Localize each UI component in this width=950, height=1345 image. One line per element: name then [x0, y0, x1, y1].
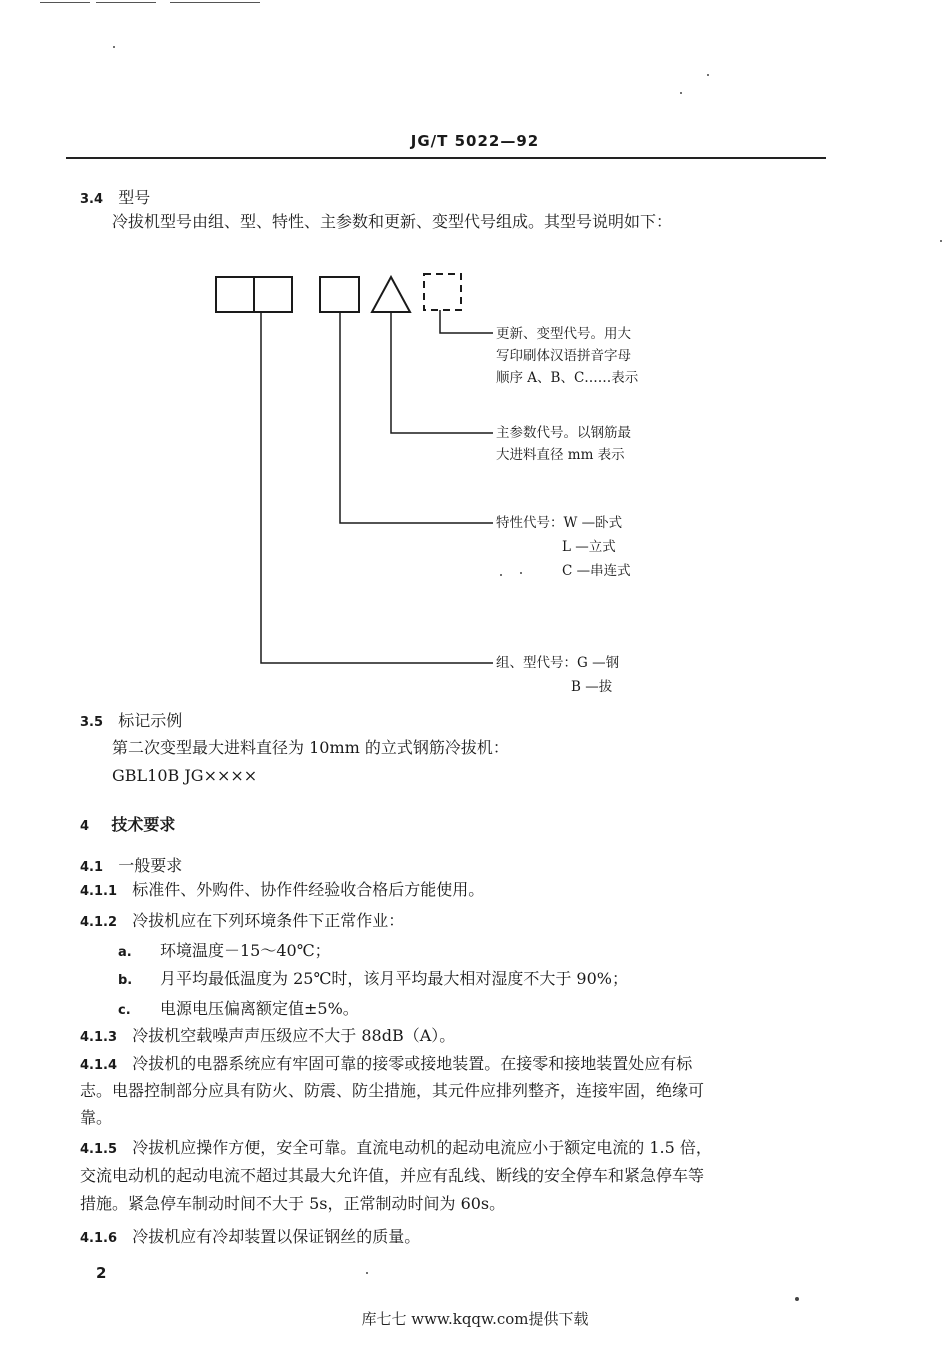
list-item-text: 电源电压偏离额定值±5%。: [160, 999, 359, 1018]
section-number: 3.5: [80, 715, 104, 730]
clause-4-1-6: [80, 1227, 420, 1249]
list-item: [118, 941, 132, 963]
clause-number: 4.1.5: [80, 1142, 118, 1157]
list-item-text: 月平均最低温度为 25℃时，该月平均最大相对湿度不大于 90%；: [160, 969, 628, 988]
clause-4-1-3: [80, 1026, 455, 1048]
section-number: 4.1: [80, 860, 104, 875]
feature-box: [320, 277, 359, 312]
section-3-5-heading: [80, 711, 182, 733]
clause-text: 标准件、外购件、协作件经验收合格后方能使用。: [132, 880, 485, 899]
section-3-4-intro: 冷拔机型号由组、型、特性、主参数和更新、变型代号组成。其型号说明如下：: [112, 212, 673, 231]
clause-text: 冷拔机应有冷却装置以保证钢丝的质量。: [132, 1227, 421, 1246]
list-label: b.: [118, 973, 133, 988]
list-label: c.: [118, 1003, 131, 1018]
list-item: [118, 999, 131, 1021]
clause-4-1-5-line-3: 措施。紧急停车制动时间不大于 5s，正常制动时间为 60s。: [80, 1194, 506, 1213]
update-code-label-2: 写印刷体汉语拼音字母: [496, 348, 631, 364]
section-4-heading: [80, 815, 175, 837]
section-title: 一般要求: [118, 856, 183, 875]
group-code-label-1: 组、型代号：G —钢: [496, 655, 620, 671]
param-code-label-2: 大进料直径 mm 表示: [496, 447, 625, 463]
section-title: 技术要求: [111, 815, 176, 834]
clause-number: 4.1.6: [80, 1231, 118, 1246]
clause-text: 冷拔机应操作方便，安全可靠。直流电动机的起动电流应小于额定电流的 1.5 倍，: [132, 1138, 712, 1157]
clause-number: 4.1.2: [80, 915, 118, 930]
section-4-1-heading: [80, 856, 182, 878]
clause-4-1-5-line-2: 交流电动机的起动电流不超过其最大允许值，并应有乱线、断线的安全停车和紧急停车等: [80, 1166, 705, 1185]
group-leader: [261, 312, 493, 663]
list-item: [118, 969, 132, 991]
param-triangle: [372, 277, 410, 312]
update-code-label-1: 更新、变型代号。用大: [496, 326, 631, 342]
marking-example-line-2: GBL10B JG××××: [112, 766, 258, 785]
marking-example-line-1: 第二次变型最大进料直径为 10mm 的立式钢筋冷拔机：: [112, 738, 509, 757]
feature-code-label-2: L —立式: [562, 539, 616, 555]
section-title: 型号: [118, 188, 151, 207]
clause-number: 4.1.1: [80, 884, 118, 899]
download-footer: 库七七 www.kqqw.com提供下载: [361, 1310, 589, 1328]
list-item-text: 环境温度－15～40℃；: [160, 941, 331, 960]
clause-4-1-4: [80, 1054, 692, 1076]
update-dashed-box: [424, 274, 461, 310]
list-label: a.: [118, 945, 132, 960]
section-number: 3.4: [80, 192, 104, 207]
update-leader: [440, 310, 493, 333]
clause-4-1-1: [80, 880, 484, 902]
clause-4-1-5: [80, 1138, 712, 1160]
param-leader: [391, 312, 493, 433]
clause-text: 冷拔机空载噪声声压级应不大于 88dB（A）。: [132, 1026, 456, 1045]
page-number: 2: [96, 1264, 107, 1282]
section-number: 4: [80, 819, 90, 834]
section-title: 标记示例: [118, 711, 183, 730]
clause-4-1-2: [80, 911, 404, 933]
group-code-label-2: B —拔: [571, 679, 613, 695]
clause-text: 冷拔机的电器系统应有牢固可靠的接零或接地装置。在接零和接地装置处应有标: [132, 1054, 693, 1073]
param-code-label-1: 主参数代号。以钢筋最: [496, 425, 631, 441]
update-code-label-3: 顺序 A、B、C……表示: [496, 370, 639, 386]
feature-leader: [340, 312, 493, 523]
clause-4-1-4-line-2: 志。电器控制部分应具有防火、防震、防尘措施，其元件应排列整齐，连接牢固，绝缘可: [80, 1081, 705, 1100]
clause-number: 4.1.4: [80, 1058, 118, 1073]
clause-text: 冷拔机应在下列环境条件下正常作业：: [132, 911, 405, 930]
feature-code-label-3: C —串连式: [562, 563, 631, 579]
page-header: JG/T 5022—92: [410, 132, 540, 150]
feature-code-label-1: 特性代号：W —卧式: [496, 515, 623, 531]
clause-number: 4.1.3: [80, 1030, 118, 1045]
clause-4-1-4-line-3: 靠。: [80, 1108, 113, 1127]
